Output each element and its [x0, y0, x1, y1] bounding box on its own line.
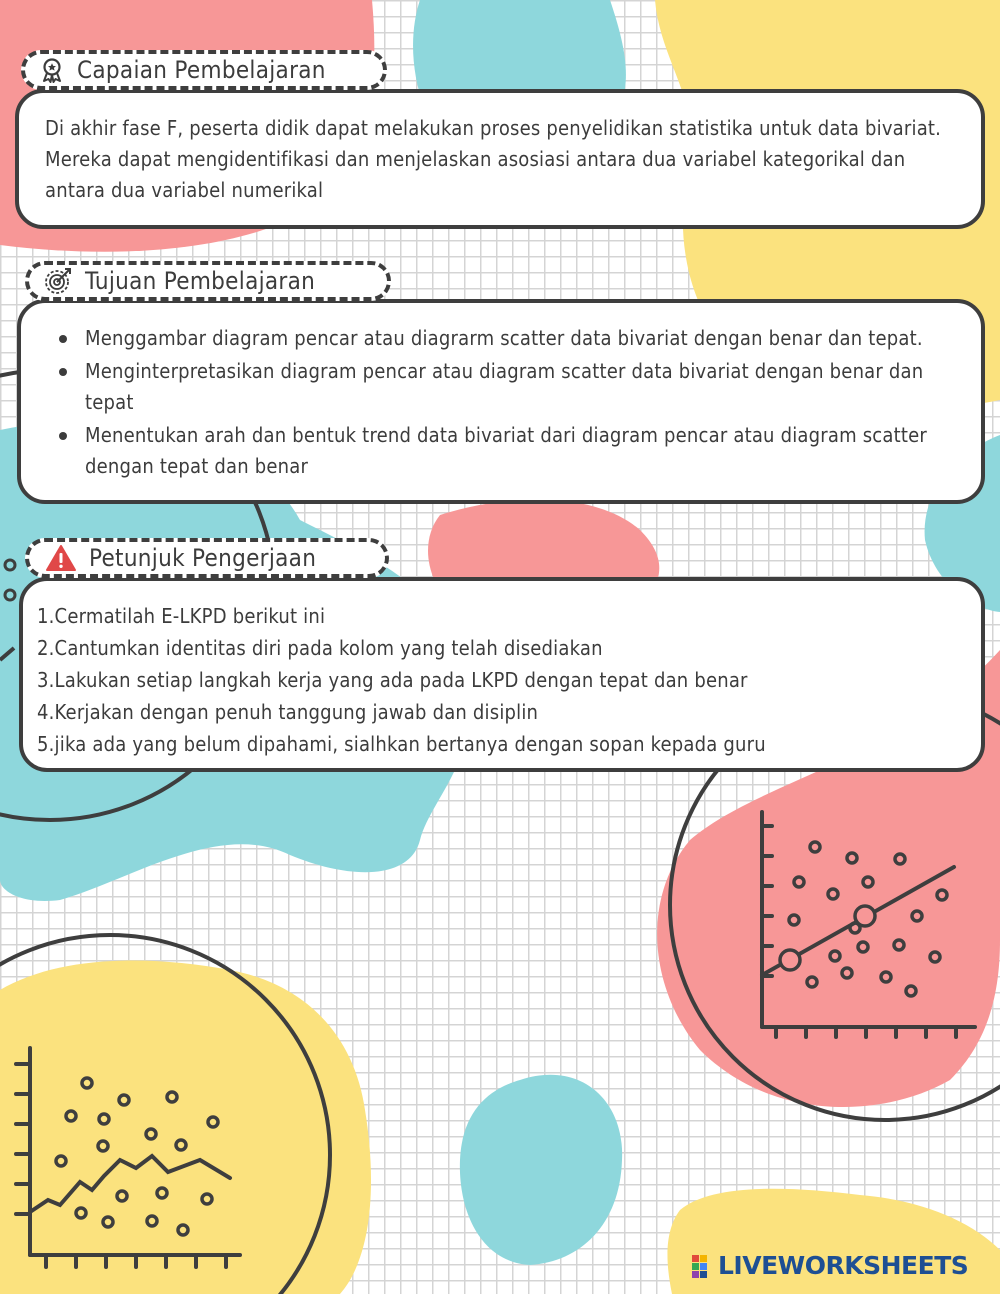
- list-item: 1.Cermatilah E-LKPD berikut ini: [37, 604, 326, 628]
- list-item: Menentukan arah dan bentuk trend data bivariat dari diagram pencar atau diagram scatter dengan tepat dan benar: [47, 420, 947, 482]
- capaian-title: Capaian Pembelajaran: [77, 56, 326, 84]
- target-icon: [43, 266, 73, 296]
- list-item: 4.Kerjakan dengan penuh tanggung jawab dan disiplin: [37, 700, 539, 724]
- list-item: Menginterpretasikan diagram pencar atau diagram scatter data bivariat dengan benar dan tepat: [47, 356, 947, 418]
- petunjuk-list: [37, 600, 957, 760]
- tujuan-card: [17, 299, 985, 504]
- tujuan-header: [25, 261, 391, 301]
- petunjuk-header: [25, 538, 389, 578]
- petunjuk-card: [19, 577, 985, 772]
- tujuan-list: [47, 323, 947, 484]
- award-icon: [39, 57, 65, 83]
- capaian-header: [21, 50, 387, 90]
- liveworksheets-logo-icon: [692, 1253, 716, 1279]
- list-item: 2.Cantumkan identitas diri pada kolom yang telah disediakan: [37, 636, 603, 660]
- capaian-card: [15, 89, 985, 229]
- list-item: 3.Lakukan setiap langkah kerja yang ada pada LKPD dengan tepat dan benar: [37, 668, 748, 692]
- warning-icon: [45, 544, 77, 572]
- liveworksheets-logo: [692, 1251, 968, 1280]
- list-item: 5.jika ada yang belum dipahami, sialhkan bertanya dengan sopan kepada guru: [37, 732, 766, 756]
- yellow-blob-bottom-left: [0, 960, 371, 1294]
- tujuan-title: Tujuan Pembelajaran: [85, 267, 316, 295]
- capaian-text: Di akhir fase F, peserta didik dapat melakukan proses penyelidikan statistika untuk data bivariat. Mereka dapat mengidentifikasi dan menjelaskan asosiasi antara dua variabel kategorikal dan antara dua variabel numerikal: [45, 116, 942, 202]
- logo-text: LIVEWORKSHEETS: [718, 1251, 969, 1280]
- petunjuk-title: Petunjuk Pengerjaan: [89, 544, 317, 572]
- list-item: Menggambar diagram pencar atau diagrarm scatter data bivariat dengan benar dan tepat.: [47, 323, 947, 354]
- teal-blob-bottom: [460, 1075, 622, 1265]
